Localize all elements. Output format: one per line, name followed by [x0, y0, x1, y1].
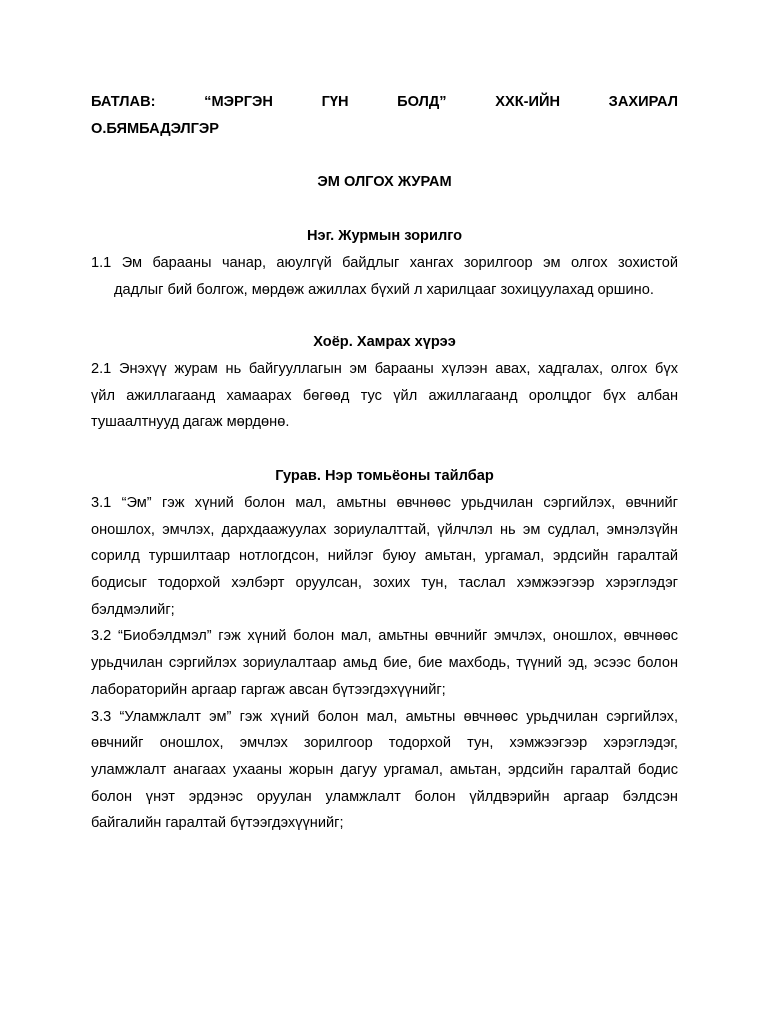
section-3-line: байгалийн гаралтай бүтээгдэхүүнийг; [91, 815, 344, 832]
section-2-heading: Хоёр. Хамрах хүрээ [313, 334, 456, 350]
section-3-heading: Гурав. Нэр томьёоны тайлбар [275, 468, 494, 484]
section-1-line: дадлыг бий болгож, мөрдөж ажиллах бүхий л харилцааг зохицуулахад оршино. [114, 281, 654, 298]
section-2-body [91, 356, 678, 436]
section-3-line: сорилд туршилтаар нотлогдсон, нийлэг буюу амьтан, ургамал, эрдсийн гаралтай [91, 548, 678, 565]
approval-director-name: О.БЯМБАДЭЛГЭР [91, 121, 220, 137]
section-3-line: 3.3 “Уламжлалт эм” гэж хүний болон мал, амьтны өвчнөөс урьдчилан сэргийлэх, [91, 708, 678, 725]
section-3-line: 3.2 “Биобэлдмэл” гэж хүний болон мал, амьтны өвчнийг эмчлэх, оношлох, өвчнөөс [91, 628, 678, 645]
section-3-line: уламжлалт анагаах ухааны жорын дагуу ургамал, амьтан, эрдсийн гаралтай бодис [91, 761, 678, 778]
section-3-line: бэлдмэлийг; [91, 601, 175, 618]
section-2-line: үйл ажиллагаанд хамаарах бөгөөд тус үйл ажиллагаанд оролцдог бүх албан [91, 387, 678, 404]
section-3-line: болон үнэт эрдэнэс оруулан уламжлалт болон үйлдвэрийн аргаар бэлдсэн [91, 788, 678, 805]
section-3-body [91, 490, 678, 837]
section-3-line: оношлох, эмчлэх, дархдаажуулах зориулалттай, үйлчлэл нь эм судлал, эмнэлзүйн [91, 521, 678, 538]
section-3-line: урьдчилан сэргийлэх зориулалтаар амьд бие, бие махбодь, түүний эд, эсээс болон [91, 655, 678, 672]
section-1-heading: Нэг. Журмын зорилго [306, 228, 463, 244]
section-3-line: лабораторийн аргаар гаргаж авсан бүтээгдэхүүнийг; [91, 681, 446, 698]
document-title: ЭМ ОЛГОХ ЖУРАМ [317, 174, 452, 190]
section-3-line: 3.1 “Эм” гэж хүний болон мал, амьтны өвчнөөс урьдчилан сэргийлэх, өвчнийг [91, 495, 678, 511]
section-3-line: өвчнийг оношлох, эмчлэх зорилгоор тодорхой тун, хэмжээгээр хэрэглэдэг, [91, 735, 678, 752]
approval-line: БАТЛАВ: “МЭРГЭН ГҮН БОЛД” ХХК-ИЙН ЗАХИРАЛ [91, 94, 678, 110]
section-1-line: 1.1 Эм барааны чанар, аюулгүй байдлыг хангах зорилгоор эм олгох зохистой [91, 255, 678, 271]
section-1-body [91, 250, 678, 303]
section-2-line: тушаалтнууд дагаж мөрдөнө. [91, 414, 290, 431]
section-3-line: бодисыг тодорхой хэлбэрт оруулсан, зохих тун, таслал хэмжээгээр хэрэглэдэг [91, 575, 678, 592]
section-2-line: 2.1 Энэхүү журам нь байгууллагын эм барааны хүлээн авах, хадгалах, олгох бүх [91, 361, 678, 377]
